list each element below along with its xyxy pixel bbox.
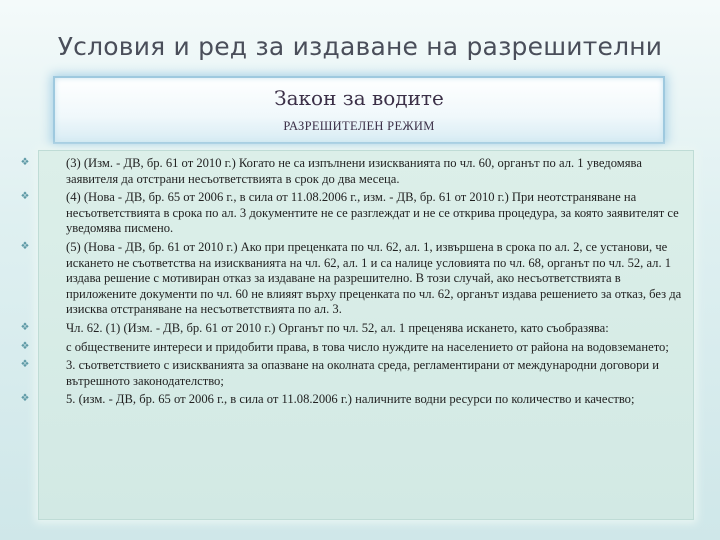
diamond-bullet-icon: ❖ <box>20 340 30 352</box>
list-item-text: (5) (Нова - ДВ, бр. 61 от 2010 г.) Ако при преценката по чл. 62, ал. 1, извършена в срока по ал. 2, се установи, че искането не съответства на изискванията на чл. 62, ал. 1 и са налице условията по чл. 68, органът по чл. 52, ал. 1 издава решение с мотивиран отказ за издаване на разрешително. В този случай, ако несъответствията в приложените документи по чл. 60 не влияят върху преценката по чл. 62, органът издава решението за отказ, без да изисква отстраняване на несъответствията по ал. 3. <box>66 239 682 317</box>
slide-title: Условия и ред за издаване на разрешителни <box>57 32 663 61</box>
content-box <box>20 150 694 520</box>
header-title: Закон за водите <box>274 86 444 110</box>
list-item <box>20 239 695 318</box>
list-item <box>20 358 695 389</box>
list-item <box>20 190 695 237</box>
list-item-text: с обществените интереси и придобити права, в това число нуждите на населението от района на водовземането; <box>66 339 669 354</box>
diamond-bullet-icon: ❖ <box>20 240 30 252</box>
header-subtitle: РАЗРЕШИТЕЛЕН РЕЖИМ <box>283 119 435 133</box>
diamond-bullet-icon: ❖ <box>20 321 30 333</box>
diamond-bullet-icon: ❖ <box>20 191 30 203</box>
list-item <box>20 339 695 356</box>
list-item <box>20 392 695 408</box>
header-box <box>53 76 665 144</box>
list-item-text: (3) (Изм. - ДВ, бр. 61 от 2010 г.) Когато не са изпълнени изискванията по чл. 60, органът по ал. 1 уведомява заявителя да отстрани несъответствията в срок до два месеца. <box>66 156 642 186</box>
list-item <box>20 156 695 187</box>
list-item <box>20 320 695 337</box>
list-item-text: Чл. 62. (1) (Изм. - ДВ, бр. 61 от 2010 г.) Органът по чл. 52, ал. 1 преценява искането, като съобразява: <box>66 320 609 335</box>
diamond-bullet-icon: ❖ <box>20 359 30 371</box>
list-item-text: 3. съответствието с изискванията за опазване на околната среда, регламентирани от международни договори и вътрешното законодателство; <box>66 358 659 388</box>
list-item-text: 5. (изм. - ДВ, бр. 65 от 2006 г., в сила от 11.08.2006 г.) наличните водни ресурси по количество и качество; <box>66 392 635 407</box>
diamond-bullet-icon: ❖ <box>20 157 30 168</box>
list-item-text: (4) (Нова - ДВ, бр. 65 от 2006 г., в сила от 11.08.2006 г., изм. - ДВ, бр. 61 от 2010 г.) При неотстраняване на несъответствията в срока по ал. 3 документите не се разглеждат и не се открива процедура, за която заявителят се уведомява писмено. <box>66 190 679 236</box>
bullet-list <box>20 156 695 411</box>
diamond-bullet-icon: ❖ <box>20 393 30 405</box>
